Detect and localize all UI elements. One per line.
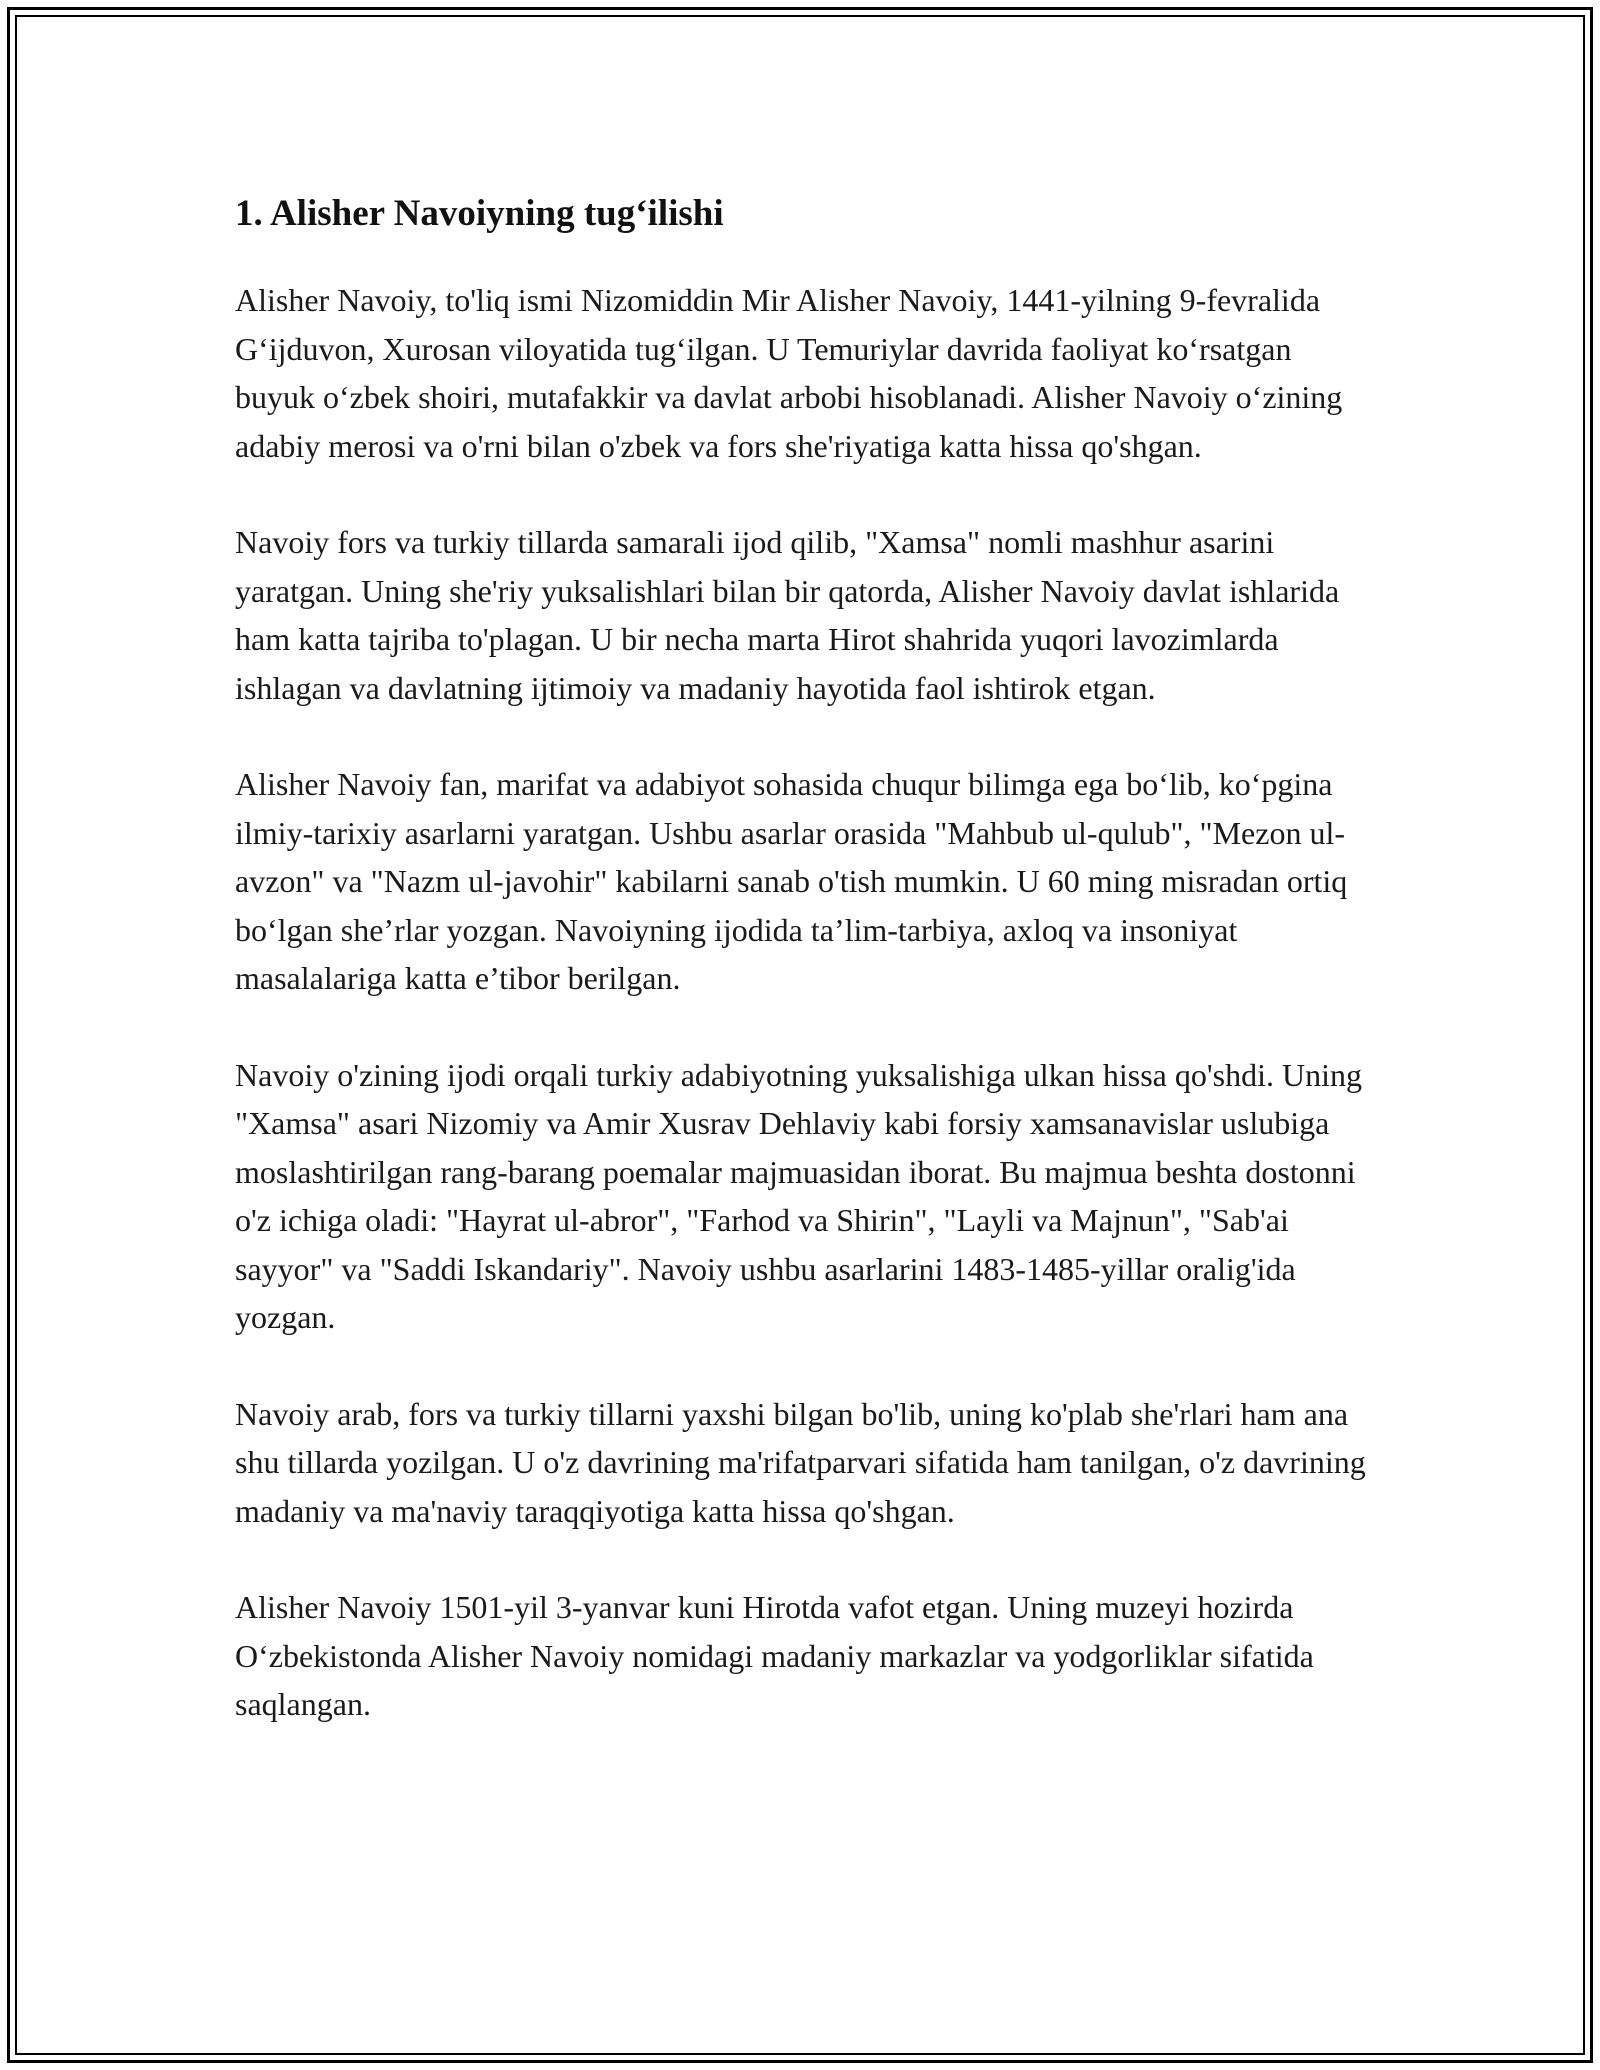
document-body (235, 186, 1375, 1777)
section-heading: 1. Alisher Navoiyning tug‘ilishi (235, 193, 724, 234)
paragraph-xamsa-career: Navoiy fors va turkiy tillarda samarali ijod qilib, "Xamsa" nomli mashhur asarini yaratgan. Uning she'riy yuksalishlari bilan bir qatorda, Alisher Navoiy davlat ishlarida ham katta tajriba to'plagan. U bir necha marta Hirot shahrida yuqori lavozimlarda ishlagan va davlatning ijtimoiy va madaniy hayotida faol ishtirok etgan. (235, 524, 1340, 706)
paragraph-birth: Alisher Navoiy, to'liq ismi Nizomiddin Mir Alisher Navoiy, 1441-yilning 9-fevralida G‘ijduvon, Xurosan viloyatida tug‘ilgan. U Temuriylar davrida faoliyat ko‘rsatgan buyuk o‘zbek shoiri, mutafakkir va davlat arbobi hisoblanadi. Alisher Navoiy o‘zining adabiy merosi va o'rni bilan o'zbek va fors she'riyatiga katta hissa qo'shgan. (235, 282, 1343, 464)
paragraph-death-legacy: Alisher Navoiy 1501-yil 3-yanvar kuni Hirotda vafot etgan. Uning muzeyi hozirda O‘zbekistonda Alisher Navoiy nomidagi madaniy markazlar va yodgorliklar sifatida saqlangan. (235, 1589, 1314, 1722)
paragraph-languages: Navoiy arab, fors va turkiy tillarni yaxshi bilgan bo'lib, uning ko'plab she'rlari ham ana shu tillarda yozilgan. U o'z davrining ma'rifatparvari sifatida ham tanilgan, o'z davrining madaniy va ma'naviy taraqqiyotiga katta hissa qo'shgan. (235, 1395, 1366, 1529)
paragraph-xamsa-poems: Navoiy o'zining ijodi orqali turkiy adabiyotning yuksalishiga ulkan hissa qo'shdi. Uning "Xamsa" asari Nizomiy va Amir Xusrav Dehlaviy kabi forsiy xamsanavislar uslubiga moslashtirilgan rang-barang poemalar majmuasidan iborat. Bu majmua beshta dostonni o'z ichiga oladi: "Hayrat ul-abror", "Farhod va Shirin", "Layli va Majnun", "Sab'ai sayyor" va "Saddi Iskandariy". Navoiy ushbu asarlarini 1483-1485-yillar oralig'ida yozgan. (235, 1056, 1362, 1335)
paragraph-scholarly-works: Alisher Navoiy fan, marifat va adabiyot sohasida chuqur bilimga ega bo‘lib, ko‘pgina ilmiy-tarixiy asarlarni yaratgan. Ushbu asarlar orasida "Mahbub ul-qulub", "Mezon ul-avzon" va "Nazm ul-javohir" kabilarni sanab o'tish mumkin. U 60 ming misradan ortiq bo‘lgan she’rlar yozgan. Navoiyning ijodida ta’lim-tarbiya, axloq va insoniyat masalalariga katta e’tibor berilgan. (235, 766, 1348, 996)
